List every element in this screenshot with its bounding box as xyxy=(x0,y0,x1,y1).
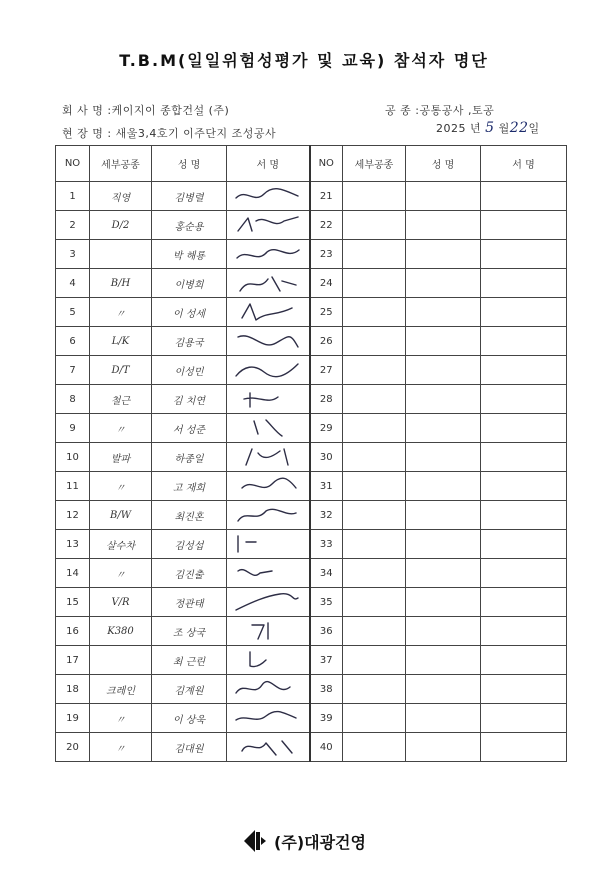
signature-stroke xyxy=(246,449,288,465)
header-signature-right: 서 명 xyxy=(481,146,567,182)
row-number: 7 xyxy=(56,356,90,385)
table-row xyxy=(56,327,567,356)
signature-stroke xyxy=(236,364,298,377)
row-signature-right xyxy=(481,298,567,327)
header-signature: 서 명 xyxy=(227,146,310,182)
signature-mark xyxy=(232,648,304,672)
row-signature xyxy=(227,617,310,646)
row-trade: 〃 xyxy=(90,298,152,327)
attendee-table xyxy=(55,145,567,762)
row-signature-right xyxy=(481,472,567,501)
header-no-right: NO xyxy=(310,146,343,182)
row-number: 6 xyxy=(56,327,90,356)
row-name: 조 상국 xyxy=(152,617,227,646)
signature-stroke xyxy=(250,652,266,667)
table-row xyxy=(56,356,567,385)
row-trade-right xyxy=(343,356,406,385)
row-name: 김대원 xyxy=(152,733,227,762)
row-name-right xyxy=(406,414,481,443)
signature-stroke xyxy=(244,393,278,407)
row-number: 10 xyxy=(56,443,90,472)
table-row xyxy=(56,298,567,327)
row-number-right: 35 xyxy=(310,588,343,617)
row-signature xyxy=(227,530,310,559)
row-trade-right xyxy=(343,646,406,675)
table-header-row xyxy=(56,146,567,182)
row-trade-right xyxy=(343,501,406,530)
header-name: 성 명 xyxy=(152,146,227,182)
site-value: 새울3,4호기 이주단지 조성공사 xyxy=(115,127,277,140)
row-signature xyxy=(227,675,310,704)
row-signature xyxy=(227,211,310,240)
row-number-right: 34 xyxy=(310,559,343,588)
signature-mark xyxy=(232,300,304,324)
row-signature xyxy=(227,646,310,675)
row-signature-right xyxy=(481,211,567,240)
date-day: 22 xyxy=(509,120,529,136)
row-trade-right xyxy=(343,472,406,501)
row-trade: V/R xyxy=(90,588,152,617)
row-number-right: 24 xyxy=(310,269,343,298)
row-number: 8 xyxy=(56,385,90,414)
signature-mark xyxy=(232,735,304,759)
row-signature-right xyxy=(481,704,567,733)
row-signature-right xyxy=(481,530,567,559)
row-trade-right xyxy=(343,588,406,617)
row-number-right: 21 xyxy=(310,182,343,211)
row-trade-right xyxy=(343,327,406,356)
signature-stroke xyxy=(252,623,268,639)
row-trade: 〃 xyxy=(90,733,152,762)
row-name: 홍순용 xyxy=(152,211,227,240)
signature-stroke xyxy=(238,509,296,521)
row-trade-right xyxy=(343,414,406,443)
row-number-right: 39 xyxy=(310,704,343,733)
row-name: 정관태 xyxy=(152,588,227,617)
row-number-right: 32 xyxy=(310,501,343,530)
table-row xyxy=(56,646,567,675)
row-number-right: 26 xyxy=(310,327,343,356)
row-number: 1 xyxy=(56,182,90,211)
site-line xyxy=(62,125,276,141)
signature-stroke xyxy=(242,478,296,488)
row-signature xyxy=(227,588,310,617)
row-trade-right xyxy=(343,211,406,240)
table-row xyxy=(56,530,567,559)
row-name-right xyxy=(406,704,481,733)
row-signature-right xyxy=(481,501,567,530)
signature-stroke xyxy=(238,336,298,347)
signature-stroke xyxy=(238,217,298,231)
table-row xyxy=(56,414,567,443)
signature-stroke xyxy=(238,536,256,552)
signature-stroke xyxy=(236,594,298,610)
signature-mark xyxy=(232,590,304,614)
row-trade-right xyxy=(343,559,406,588)
row-signature-right xyxy=(481,588,567,617)
row-name-right xyxy=(406,675,481,704)
row-name: 이병희 xyxy=(152,269,227,298)
row-number-right: 40 xyxy=(310,733,343,762)
header-trade: 세부공종 xyxy=(90,146,152,182)
row-trade-right xyxy=(343,617,406,646)
row-signature xyxy=(227,356,310,385)
table-row xyxy=(56,588,567,617)
signature-mark xyxy=(232,619,304,643)
footer xyxy=(0,826,608,856)
signature-mark xyxy=(232,242,304,266)
row-name-right xyxy=(406,298,481,327)
row-name-right xyxy=(406,211,481,240)
row-trade xyxy=(90,646,152,675)
row-name-right xyxy=(406,733,481,762)
signature-mark xyxy=(232,474,304,498)
row-number: 5 xyxy=(56,298,90,327)
row-signature-right xyxy=(481,646,567,675)
signature-mark xyxy=(232,532,304,556)
signature-stroke xyxy=(242,304,292,320)
row-trade-right xyxy=(343,240,406,269)
row-signature-right xyxy=(481,240,567,269)
row-trade-right xyxy=(343,182,406,211)
row-name-right xyxy=(406,617,481,646)
row-trade: K380 xyxy=(90,617,152,646)
row-trade xyxy=(90,240,152,269)
row-name-right xyxy=(406,472,481,501)
row-signature-right xyxy=(481,733,567,762)
signature-mark xyxy=(232,706,304,730)
row-signature xyxy=(227,327,310,356)
row-name: 김계원 xyxy=(152,675,227,704)
row-name-right xyxy=(406,501,481,530)
row-trade-right xyxy=(343,704,406,733)
row-trade: D/2 xyxy=(90,211,152,240)
row-trade-right xyxy=(343,675,406,704)
row-name: 김진출 xyxy=(152,559,227,588)
table-row xyxy=(56,501,567,530)
row-name: 김 치연 xyxy=(152,385,227,414)
row-signature-right xyxy=(481,414,567,443)
signature-stroke xyxy=(236,682,290,693)
table-row xyxy=(56,182,567,211)
row-signature xyxy=(227,443,310,472)
row-number: 11 xyxy=(56,472,90,501)
date-year: 2025 xyxy=(436,122,466,135)
row-trade: 〃 xyxy=(90,472,152,501)
table-row xyxy=(56,733,567,762)
row-signature xyxy=(227,704,310,733)
signature-mark xyxy=(232,416,304,440)
row-name: 박 해룡 xyxy=(152,240,227,269)
header-no: NO xyxy=(56,146,90,182)
row-trade-right xyxy=(343,385,406,414)
footer-company-name: (주)대광건영 xyxy=(274,832,366,852)
signature-stroke xyxy=(254,420,282,436)
row-name: 이 상욱 xyxy=(152,704,227,733)
row-name: 이성민 xyxy=(152,356,227,385)
signature-stroke xyxy=(240,277,296,291)
row-trade: 크레인 xyxy=(90,675,152,704)
row-signature xyxy=(227,472,310,501)
row-number: 9 xyxy=(56,414,90,443)
date-month: 5 xyxy=(485,120,495,136)
row-trade: 철근 xyxy=(90,385,152,414)
trade-value: 공통공사 ,토공 xyxy=(419,104,495,117)
row-signature-right xyxy=(481,356,567,385)
signature-mark xyxy=(232,358,304,382)
row-name-right xyxy=(406,240,481,269)
row-trade: D/T xyxy=(90,356,152,385)
signature-stroke xyxy=(238,570,272,576)
row-signature-right xyxy=(481,182,567,211)
signature-stroke xyxy=(242,741,292,755)
row-name-right xyxy=(406,385,481,414)
table-row xyxy=(56,675,567,704)
row-name-right xyxy=(406,269,481,298)
row-trade-right xyxy=(343,298,406,327)
row-name: 서 성준 xyxy=(152,414,227,443)
row-name: 하종일 xyxy=(152,443,227,472)
daekwang-logo-icon xyxy=(242,828,268,854)
row-name: 최진혼 xyxy=(152,501,227,530)
row-number-right: 28 xyxy=(310,385,343,414)
row-name-right xyxy=(406,588,481,617)
signature-mark xyxy=(232,387,304,411)
header-name-right: 성 명 xyxy=(406,146,481,182)
row-number: 19 xyxy=(56,704,90,733)
row-trade: 〃 xyxy=(90,559,152,588)
row-signature xyxy=(227,414,310,443)
signature-stroke xyxy=(236,712,296,720)
signature-mark xyxy=(232,503,304,527)
row-name-right xyxy=(406,559,481,588)
signature-mark xyxy=(232,184,304,208)
row-signature xyxy=(227,298,310,327)
row-name: 최 근린 xyxy=(152,646,227,675)
row-trade: 직영 xyxy=(90,182,152,211)
row-name: 김병렬 xyxy=(152,182,227,211)
row-signature xyxy=(227,501,310,530)
table-row xyxy=(56,704,567,733)
row-trade: B/W xyxy=(90,501,152,530)
row-signature xyxy=(227,385,310,414)
row-signature xyxy=(227,240,310,269)
row-number: 13 xyxy=(56,530,90,559)
row-number-right: 30 xyxy=(310,443,343,472)
row-number-right: 36 xyxy=(310,617,343,646)
signature-mark xyxy=(232,561,304,585)
row-number-right: 22 xyxy=(310,211,343,240)
row-trade: 〃 xyxy=(90,704,152,733)
row-number: 20 xyxy=(56,733,90,762)
row-trade-right xyxy=(343,733,406,762)
row-number: 17 xyxy=(56,646,90,675)
row-trade-right xyxy=(343,269,406,298)
row-name: 고 재희 xyxy=(152,472,227,501)
company-value: 케이지이 종합건설 (주) xyxy=(111,104,230,117)
row-name-right xyxy=(406,356,481,385)
signature-mark xyxy=(232,445,304,469)
document-title: T.B.M(일일위험성평가 및 교육) 참석자 명단 xyxy=(119,51,489,70)
row-number: 18 xyxy=(56,675,90,704)
row-signature xyxy=(227,733,310,762)
table-row xyxy=(56,269,567,298)
table-row xyxy=(56,385,567,414)
trade-line xyxy=(385,102,494,118)
row-number: 4 xyxy=(56,269,90,298)
row-name-right xyxy=(406,327,481,356)
row-number-right: 29 xyxy=(310,414,343,443)
signature-mark xyxy=(232,329,304,353)
signature-stroke xyxy=(236,189,298,198)
row-number-right: 25 xyxy=(310,298,343,327)
company-label: 회 사 명 : xyxy=(62,104,112,117)
row-number: 14 xyxy=(56,559,90,588)
row-number-right: 31 xyxy=(310,472,343,501)
row-name-right xyxy=(406,646,481,675)
signature-mark xyxy=(232,213,304,237)
row-signature-right xyxy=(481,559,567,588)
table-row xyxy=(56,240,567,269)
row-trade: 살수차 xyxy=(90,530,152,559)
trade-label: 공 종 : xyxy=(385,104,420,117)
signature-mark xyxy=(232,271,304,295)
row-name-right xyxy=(406,530,481,559)
row-signature-right xyxy=(481,269,567,298)
table-row xyxy=(56,617,567,646)
header-trade-right: 세부공종 xyxy=(343,146,406,182)
row-signature xyxy=(227,559,310,588)
date-line: 2025 년 5 월22일 xyxy=(436,120,540,136)
row-signature xyxy=(227,269,310,298)
attendee-rows xyxy=(56,182,567,762)
row-number: 3 xyxy=(56,240,90,269)
row-name: 김용국 xyxy=(152,327,227,356)
row-name: 이 성세 xyxy=(152,298,227,327)
row-trade: 〃 xyxy=(90,414,152,443)
row-name: 김성섭 xyxy=(152,530,227,559)
row-name-right xyxy=(406,443,481,472)
row-signature xyxy=(227,182,310,211)
row-number: 16 xyxy=(56,617,90,646)
table-row xyxy=(56,472,567,501)
signature-stroke xyxy=(237,250,299,258)
row-number: 12 xyxy=(56,501,90,530)
row-number-right: 33 xyxy=(310,530,343,559)
table-row xyxy=(56,559,567,588)
row-trade-right xyxy=(343,530,406,559)
row-trade: 발파 xyxy=(90,443,152,472)
row-number: 15 xyxy=(56,588,90,617)
row-signature-right xyxy=(481,617,567,646)
row-signature-right xyxy=(481,675,567,704)
company-line xyxy=(62,102,229,118)
row-signature-right xyxy=(481,443,567,472)
site-label: 현 장 명 : xyxy=(62,127,112,140)
row-trade: B/H xyxy=(90,269,152,298)
row-signature-right xyxy=(481,327,567,356)
row-number-right: 27 xyxy=(310,356,343,385)
signature-mark xyxy=(232,677,304,701)
row-number-right: 37 xyxy=(310,646,343,675)
row-signature-right xyxy=(481,385,567,414)
table-row xyxy=(56,211,567,240)
table-row xyxy=(56,443,567,472)
row-number: 2 xyxy=(56,211,90,240)
row-name-right xyxy=(406,182,481,211)
row-trade: L/K xyxy=(90,327,152,356)
row-number-right: 23 xyxy=(310,240,343,269)
row-trade-right xyxy=(343,443,406,472)
row-number-right: 38 xyxy=(310,675,343,704)
